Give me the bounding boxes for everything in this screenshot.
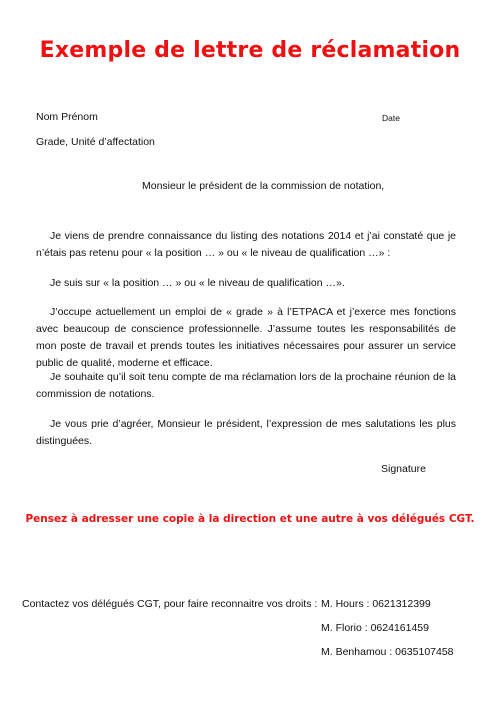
sender-name: Nom Prénom	[36, 111, 98, 123]
page-title: Exemple de lettre de réclamation	[39, 38, 461, 63]
cgt-copy-reminder: Pensez à adresser une copie à la direction et une autre à vos délégués CGT.	[25, 513, 475, 525]
contact-intro: Contactez vos délégués CGT, pour faire reconnaitre vos droits :	[22, 598, 318, 610]
contact-hours: M. Hours : 0621312399	[321, 598, 431, 610]
body-paragraph-1: Je viens de prendre connaissance du listing des notations 2014 et j’ai constaté que je n’étais pas retenu pour « la position … » ou « le niveau de qualification …» :	[36, 230, 456, 259]
contact-benhamou: M. Benhamou : 0635107458	[321, 646, 454, 658]
contact-florio: M. Florio : 0624161459	[321, 622, 429, 634]
body-paragraph-5: Je vous prie d’agréer, Monsieur le président, l’expression de mes salutations les plus distinguées.	[36, 418, 456, 447]
body-paragraph-2: Je suis sur « la position … » ou « le niveau de qualification …».	[50, 277, 345, 289]
body-paragraph-4: Je souhaite qu’il soit tenu compte de ma réclamation lors de la prochaine réunion de la commission de notations.	[36, 371, 456, 400]
signature-label: Signature	[381, 463, 426, 475]
body-paragraph-3: J’occupe actuellement un emploi de « grade » à l’ETPACA et j’exerce mes fonctions avec beaucoup de conscience professionnelle. J’assume toutes les responsabilités de mon poste de travail et prends toutes les initiatives nécessaires pour assurer un service public de qualité, moderne et efficace.	[36, 306, 456, 369]
salutation: Monsieur le président de la commission de notation,	[142, 180, 385, 192]
date-field: Date	[382, 113, 400, 123]
sender-grade: Grade, Unité d’affectation	[36, 136, 155, 148]
